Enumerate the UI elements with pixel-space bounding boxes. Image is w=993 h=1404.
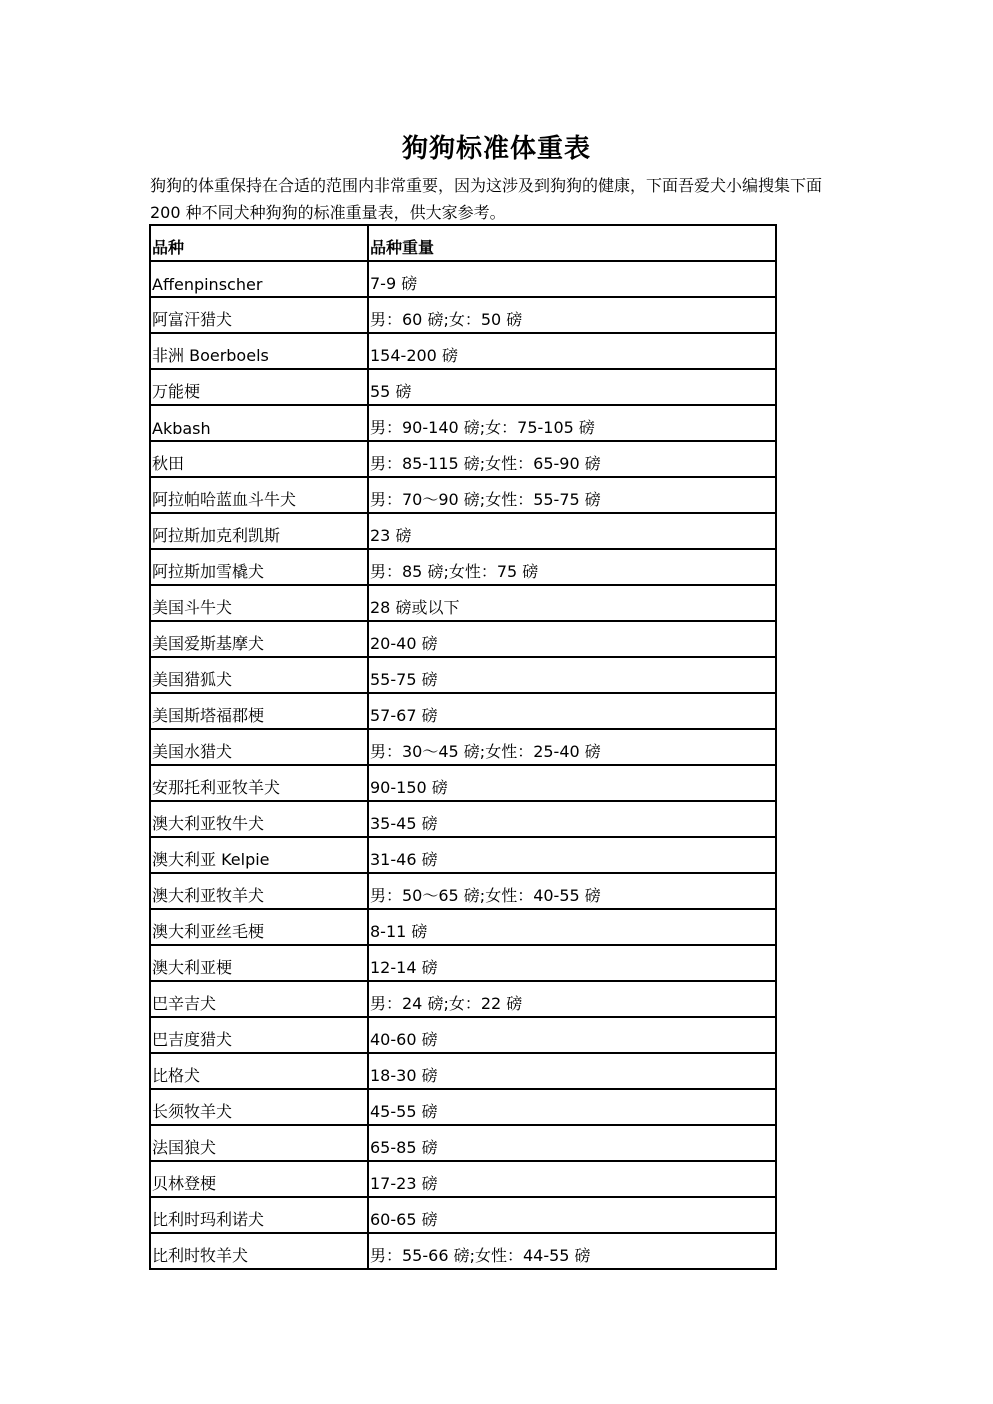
weight-cell: 男：24 磅;女：22 磅: [368, 981, 776, 1017]
breed-cell: 美国水猎犬: [150, 729, 368, 765]
breed-cell: 澳大利亚牧羊犬: [150, 873, 368, 909]
header-weight: 品种重量: [368, 225, 776, 261]
breed-cell: 澳大利亚牧牛犬: [150, 801, 368, 837]
page-title: 狗狗标准体重表: [401, 134, 591, 164]
breed-cell: 美国猎狐犬: [150, 657, 368, 693]
weight-cell: 154-200 磅: [368, 333, 776, 369]
breed-cell: 美国斯塔福郡梗: [150, 693, 368, 729]
weight-cell: 男：50～65 磅;女性：40-55 磅: [368, 873, 776, 909]
table-row: [150, 837, 776, 873]
weight-cell: 57-67 磅: [368, 693, 776, 729]
breed-cell: 比利时牧羊犬: [150, 1233, 368, 1269]
table-row: [150, 981, 776, 1017]
weight-cell: 男：30～45 磅;女性：25-40 磅: [368, 729, 776, 765]
table-row: [150, 585, 776, 621]
breed-cell: 贝林登梗: [150, 1161, 368, 1197]
breed-cell: Affenpinscher: [150, 261, 368, 297]
table-row: [150, 261, 776, 297]
weight-cell: 45-55 磅: [368, 1089, 776, 1125]
breed-cell: 美国爱斯基摩犬: [150, 621, 368, 657]
weight-cell: 65-85 磅: [368, 1125, 776, 1161]
intro-paragraph: 狗狗的体重保持在合适的范围内非常重要，因为这涉及到狗狗的健康，下面吾爱犬小编搜集下面 200 种不同犬种狗狗的标准重量表，供大家参考。: [150, 176, 823, 222]
breed-cell: 长须牧羊犬: [150, 1089, 368, 1125]
table-row: [150, 369, 776, 405]
table-row: [150, 1233, 776, 1269]
breed-cell: 巴吉度猎犬: [150, 1017, 368, 1053]
breed-cell: 万能梗: [150, 369, 368, 405]
table-row: [150, 765, 776, 801]
table-row: [150, 1197, 776, 1233]
weight-cell: 35-45 磅: [368, 801, 776, 837]
table-row: [150, 909, 776, 945]
table-row: [150, 477, 776, 513]
breed-cell: 澳大利亚 Kelpie: [150, 837, 368, 873]
table-row: [150, 1053, 776, 1089]
table-row: [150, 405, 776, 441]
breed-cell: 安那托利亚牧羊犬: [150, 765, 368, 801]
breed-cell: 非洲 Boerboels: [150, 333, 368, 369]
breed-cell: 澳大利亚丝毛梗: [150, 909, 368, 945]
header-breed: 品种: [150, 225, 368, 261]
table-row: [150, 297, 776, 333]
weight-cell: 男：85-115 磅;女性：65-90 磅: [368, 441, 776, 477]
weight-cell: 18-30 磅: [368, 1053, 776, 1089]
table-row: [150, 333, 776, 369]
table-row: [150, 1017, 776, 1053]
table-row: [150, 873, 776, 909]
table-row: [150, 945, 776, 981]
breed-cell: 阿拉斯加雪橇犬: [150, 549, 368, 585]
breed-cell: 阿富汗猎犬: [150, 297, 368, 333]
weight-cell: 男：55-66 磅;女性：44-55 磅: [368, 1233, 776, 1269]
table-row: [150, 657, 776, 693]
weight-cell: 31-46 磅: [368, 837, 776, 873]
table-row: [150, 729, 776, 765]
table-row: [150, 441, 776, 477]
weight-cell: 23 磅: [368, 513, 776, 549]
weight-cell: 男：85 磅;女性：75 磅: [368, 549, 776, 585]
table-row: [150, 1161, 776, 1197]
breed-cell: 澳大利亚梗: [150, 945, 368, 981]
breed-cell: 比格犬: [150, 1053, 368, 1089]
table-header-row: [150, 225, 776, 261]
breed-cell: 比利时玛利诺犬: [150, 1197, 368, 1233]
weight-cell: 男：70～90 磅;女性：55-75 磅: [368, 477, 776, 513]
table-row: [150, 1125, 776, 1161]
weight-cell: 7-9 磅: [368, 261, 776, 297]
weight-cell: 12-14 磅: [368, 945, 776, 981]
breed-cell: 法国狼犬: [150, 1125, 368, 1161]
breed-weight-table: [149, 224, 777, 1270]
breed-cell: Akbash: [150, 405, 368, 441]
weight-cell: 28 磅或以下: [368, 585, 776, 621]
weight-cell: 8-11 磅: [368, 909, 776, 945]
weight-cell: 55-75 磅: [368, 657, 776, 693]
table-row: [150, 513, 776, 549]
weight-cell: 男：90-140 磅;女：75-105 磅: [368, 405, 776, 441]
table-row: [150, 1089, 776, 1125]
table-row: [150, 549, 776, 585]
breed-cell: 美国斗牛犬: [150, 585, 368, 621]
weight-cell: 17-23 磅: [368, 1161, 776, 1197]
weight-cell: 40-60 磅: [368, 1017, 776, 1053]
weight-cell: 55 磅: [368, 369, 776, 405]
table-row: [150, 801, 776, 837]
table-row: [150, 693, 776, 729]
weight-cell: 20-40 磅: [368, 621, 776, 657]
table-row: [150, 621, 776, 657]
breed-cell: 秋田: [150, 441, 368, 477]
weight-cell: 男：60 磅;女：50 磅: [368, 297, 776, 333]
breed-cell: 阿拉斯加克利凯斯: [150, 513, 368, 549]
breed-cell: 巴辛吉犬: [150, 981, 368, 1017]
weight-cell: 90-150 磅: [368, 765, 776, 801]
weight-cell: 60-65 磅: [368, 1197, 776, 1233]
breed-cell: 阿拉帕哈蓝血斗牛犬: [150, 477, 368, 513]
